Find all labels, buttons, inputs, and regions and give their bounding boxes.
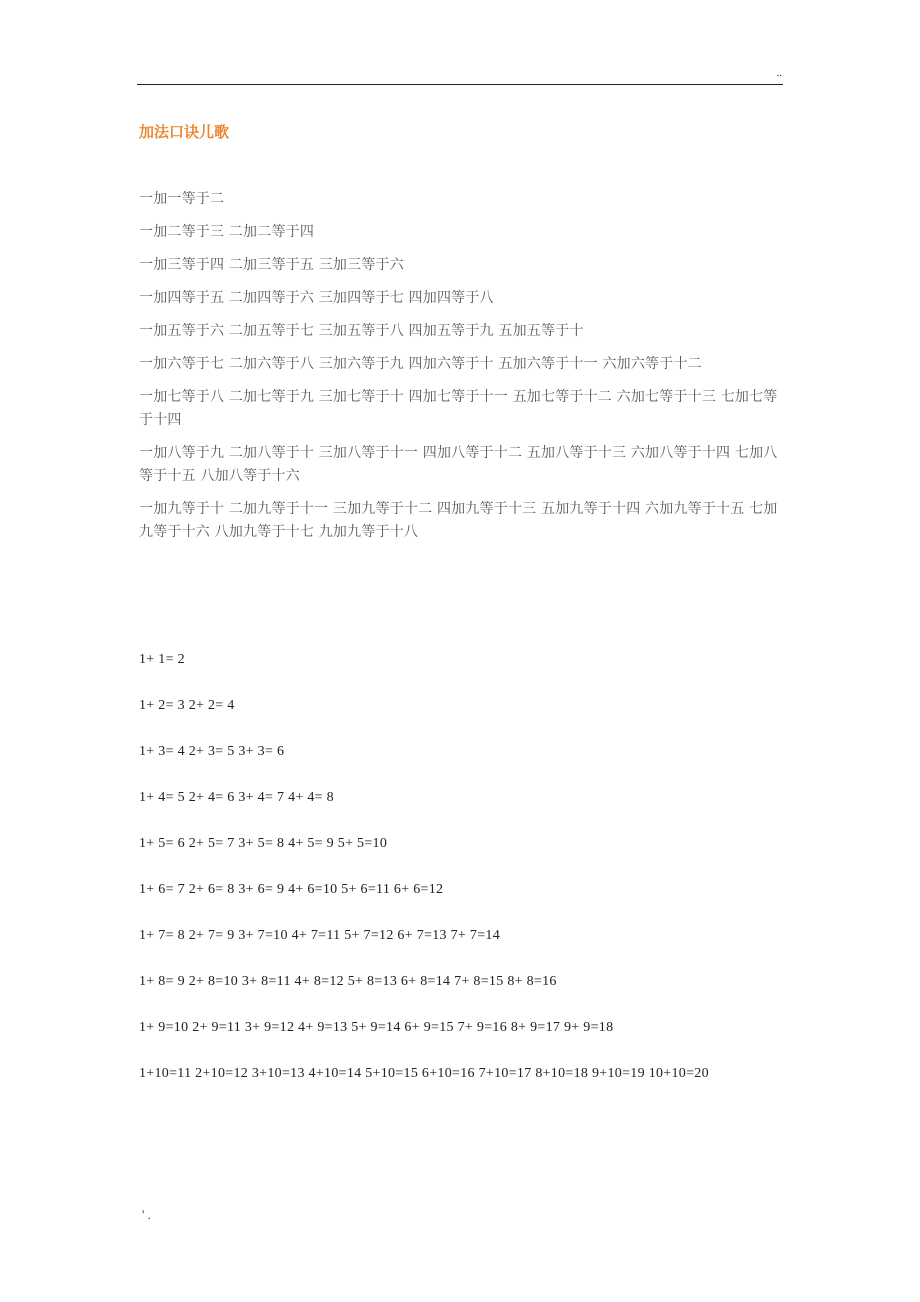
footer-mark: ' . [142,1207,151,1222]
page-title: 加法口诀儿歌 [139,123,230,141]
equation-line: 1+ 2= 3 2+ 2= 4 [139,698,235,713]
equation-line: 1+ 8= 9 2+ 8=10 3+ 8=11 4+ 8=12 5+ 8=13 6+ 8=14 7+ 8=15 8+ 8=16 [139,974,557,989]
verse-line: 一加二等于三 二加二等于四 [139,224,315,240]
verse-line: 一加七等于八 二加七等于九 三加七等于十 四加七等于十一 五加七等于十二 六加七等于十三 七加七等于十四 [139,389,778,428]
verse-line: 一加三等于四 二加三等于五 三加三等于六 [139,257,404,273]
equation-line: 1+ 7= 8 2+ 7= 9 3+ 7=10 4+ 7=11 5+ 7=12 6+ 7=13 7+ 7=14 [139,928,501,943]
verse-line: 一加四等于五 二加四等于六 三加四等于七 四加四等于八 [139,290,494,306]
equation-line: 1+ 3= 4 2+ 3= 5 3+ 3= 6 [139,744,285,759]
equation-list [139,648,784,1108]
verse-line: 一加一等于二 [139,191,225,207]
equation-line: 1+ 9=10 2+ 9=11 3+ 9=12 4+ 9=13 5+ 9=14 6+ 9=15 7+ 9=16 8+ 9=17 9+ 9=18 [139,1020,614,1035]
verse-line: 一加九等于十 二加九等于十一 三加九等于十二 四加九等于十三 五加九等于十四 六加九等于十五 七加九等于十六 八加九等于十七 九加九等于十八 [139,501,778,540]
verse-line: 一加五等于六 二加五等于七 三加五等于八 四加五等于九 五加五等于十 [139,323,584,339]
header-rule [137,84,783,85]
equation-line: 1+ 5= 6 2+ 5= 7 3+ 5= 8 4+ 5= 9 5+ 5=10 [139,836,388,851]
header-mark: .. [776,67,782,79]
verse-line: 一加八等于九 二加八等于十 三加八等于十一 四加八等于十二 五加八等于十三 六加八等于十四 七加八等于十五 八加八等于十六 [139,445,778,484]
equation-line: 1+ 4= 5 2+ 4= 6 3+ 4= 7 4+ 4= 8 [139,790,334,805]
equation-line: 1+ 1= 2 [139,652,185,667]
equation-line: 1+10=11 2+10=12 3+10=13 4+10=14 5+10=15 6+10=16 7+10=17 8+10=18 9+10=19 10+10=20 [139,1066,709,1081]
verse-list [139,188,784,554]
equation-line: 1+ 6= 7 2+ 6= 8 3+ 6= 9 4+ 6=10 5+ 6=11 6+ 6=12 [139,882,444,897]
verse-line: 一加六等于七 二加六等于八 三加六等于九 四加六等于十 五加六等于十一 六加六等于十二 [139,356,702,372]
